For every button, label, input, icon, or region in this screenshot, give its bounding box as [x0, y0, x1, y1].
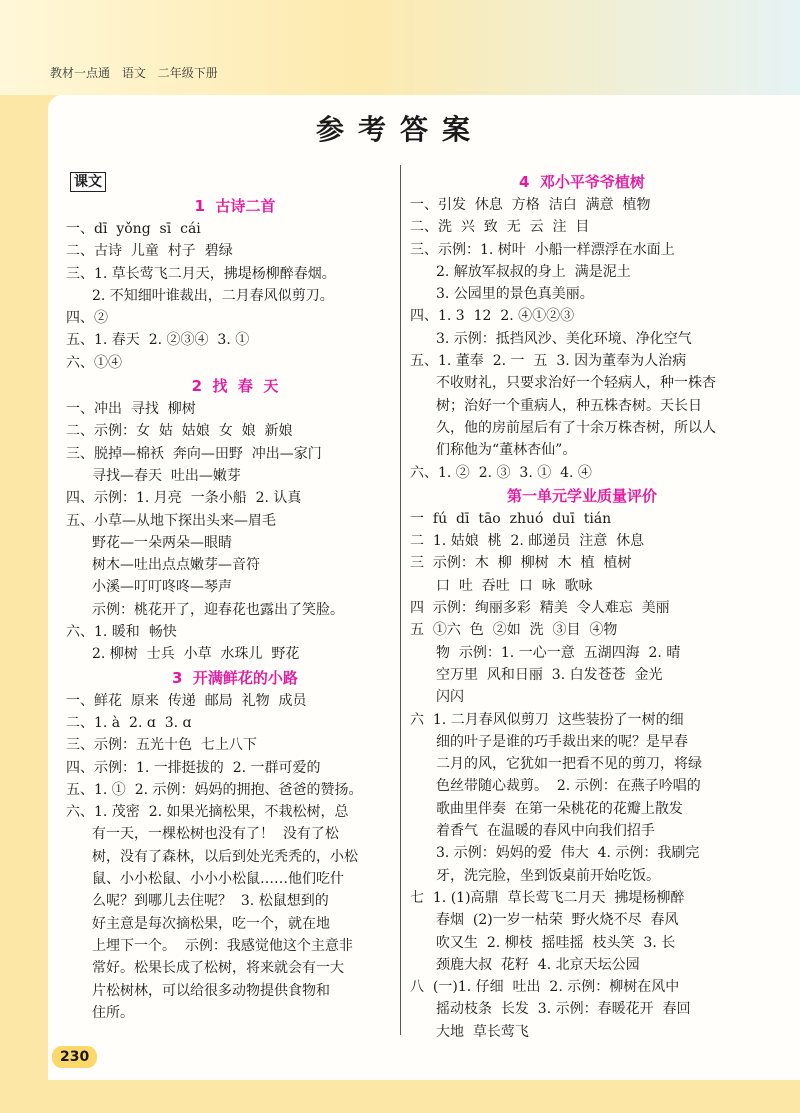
answer-line-continued: 好主意是每次摘松果，吃一个，就在地: [92, 915, 330, 932]
answer-line: 三、示例：1. 树叶 小船一样漂浮在水面上: [410, 241, 675, 258]
answer-line: 四、②: [66, 310, 108, 327]
answer-line-continued: 示例：桃花开了，迎春花也露出了笑脸。: [92, 601, 344, 618]
answer-line: 六、1. 茂密 2. 如果光摘松果，不栽松树，总: [66, 804, 349, 821]
answer-line-continued: 3. 公园里的景色真美丽。: [436, 286, 594, 303]
bottom-band: [0, 1080, 800, 1113]
answer-line: 一 fú dī tāo zhuó duī tián: [410, 510, 612, 527]
answer-line-continued: 牙，洗完脸，坐到饭桌前开始吃饭。: [436, 867, 660, 884]
answer-line-continued: 二月的风，它犹如一把看不见的剪刀，将绿: [436, 756, 702, 773]
answer-line: 五、1. ① 2. 示例：妈妈的拥抱、爸爸的赞扬。: [66, 781, 363, 798]
answer-line: 一、dī yǒng sī cái: [66, 221, 201, 237]
section-label: 课文: [70, 172, 106, 192]
answer-line: 七 1. (1)高鼎 草长莺飞二月天 拂堤杨柳醉: [410, 889, 685, 906]
answer-line: 四 示例：绚丽多彩 精美 令人难忘 美丽: [410, 600, 670, 617]
answer-line: 二、古诗 儿童 村子 碧绿: [66, 243, 233, 260]
left-answer-lines: [66, 194, 404, 1024]
answer-line-continued: 春烟 (2)一岁一枯荣 野火烧不尽 春风: [436, 912, 679, 929]
answer-line-continued: 吹又生 2. 柳枝 摇哇摇 枝头笑 3. 长: [436, 934, 676, 951]
answer-line: 二、示例：女 姑 姑娘 女 娘 新娘: [66, 423, 293, 440]
answer-line-continued: 住所。: [92, 1004, 134, 1021]
answer-line-continued: 大地 草长莺飞: [436, 1023, 529, 1040]
answer-line-continued: 口 吐 吞吐 口 咏 歌咏: [436, 577, 593, 594]
header-subject: 语文: [121, 66, 146, 80]
lesson-heading: 第一单元学业质量评价: [506, 486, 657, 505]
answer-line-continued: 颈鹿大叔 花籽 4. 北京天坛公园: [436, 956, 640, 973]
answer-line-continued: 树，没有了森林，以后到处光秃秃的，小松: [92, 848, 358, 865]
answer-line: 四、示例：1. 月亮 一条小船 2. 认真: [66, 490, 302, 507]
lesson-heading: 4 邓小平爷爷植树: [519, 173, 645, 191]
left-column: [66, 170, 404, 1024]
answer-line: 五 ①六 色 ②如 洗 ③目 ④物: [410, 622, 618, 639]
answer-line: 八 (一)1. 仔细 吐出 2. 示例：柳树在风中: [410, 979, 680, 996]
answer-line: 三、示例：五光十色 七上八下: [66, 737, 257, 754]
answer-line-continued: 空万里 风和日丽 3. 白发苍苍 金光: [436, 666, 663, 683]
answer-line-continued: 鼠、小小松鼠、小小小松鼠……他们吃什: [92, 871, 344, 888]
answer-line-continued: 2. 不知细叶谁裁出，二月春风似剪刀。: [92, 287, 334, 304]
answer-line: 六、①④: [66, 354, 122, 371]
lesson-heading: 1 古诗二首: [194, 197, 276, 215]
answer-line: 三、1. 草长莺飞二月天，拂堤杨柳醉春烟。: [66, 265, 336, 282]
answer-line: 六 1. 二月春风似剪刀 这些装扮了一树的细: [410, 711, 684, 728]
answer-line-continued: 么呢？到哪儿去住呢？ 3. 松鼠想到的: [92, 893, 329, 910]
answer-line: 一、鲜花 原来 传递 邮局 礼物 成员: [66, 692, 307, 709]
answer-line-continued: 野花—一朵两朵—眼睛: [92, 534, 232, 551]
answer-line-continued: 物 示例：1. 一心一意 五湖四海 2. 晴: [436, 644, 681, 661]
page-title: 参考答案: [315, 113, 484, 146]
answer-line: 三 示例：木 柳 柳树 木 植 植树: [410, 555, 632, 572]
answer-line-continued: 摇动枝条 长发 3. 示例：春暖花开 春回: [436, 1001, 691, 1018]
answer-line-continued: 片松树林，可以给很多动物提供食物和: [92, 982, 330, 999]
answer-line-continued: 久，他的房前屋后有了十余万株杏树，所以人: [436, 419, 716, 436]
page-number: 230: [52, 1046, 97, 1068]
page-header: [50, 64, 226, 81]
answer-line-continued: 闪闪: [436, 689, 464, 706]
answer-line-continued: 细的叶子是谁的巧手裁出来的呢？是早春: [436, 733, 688, 750]
answer-line-continued: 3. 示例：抵挡风沙、美化环境、净化空气: [436, 330, 692, 347]
answer-line-continued: 有一天，一棵松树也没有了！ 没有了松: [92, 826, 339, 843]
right-column: [410, 170, 754, 1043]
answer-line: 六、1. ② 2. ③ 3. ① 4. ④: [410, 464, 592, 481]
answer-line-continued: 不收财礼，只要求治好一个轻病人，种一株杏: [436, 375, 716, 392]
answer-line: 一、引发 休息 方格 洁白 满意 植物: [410, 197, 651, 213]
answer-line: 五、小草—从地下探出头来—眉毛: [66, 512, 276, 529]
answer-line: 五、1. 董奉 2. 一 五 3. 因为董奉为人治病: [410, 353, 687, 370]
answer-line-continued: 2. 柳树 士兵 小草 水珠儿 野花: [92, 646, 300, 663]
lesson-heading: 2 找 春 天: [191, 377, 279, 396]
header-book: 教材一点通: [50, 66, 111, 80]
answer-line-continued: 小溪—叮叮咚咚—琴声: [92, 579, 232, 596]
answer-line-continued: 歌曲里伴奏 在第一朵桃花的花瓣上散发: [436, 800, 683, 817]
answer-line-continued: 常好。松果长成了松树，将来就会有一大: [92, 960, 344, 977]
answer-line: 一、冲出 寻找 柳树: [66, 401, 196, 418]
answer-line-continued: 树；治好一个重病人，种五株杏树。天长日: [436, 397, 702, 414]
answer-line-continued: 们称他为“董林杏仙”。: [436, 442, 577, 459]
answer-line-continued: 色丝带随心裁剪。 2. 示例：在燕子吟唱的: [436, 778, 701, 795]
answer-line: 四、1. 3 12 2. ④①②③: [410, 308, 575, 325]
answer-line-continued: 2. 解放军叔叔的身上 满是泥土: [436, 263, 631, 280]
header-grade: 二年级下册: [157, 66, 218, 80]
answer-line: 二 1. 姑娘 桃 2. 邮递员 注意 休息: [410, 533, 645, 550]
answer-line: 二、1. à 2. ɑ 3. ɑ: [66, 714, 192, 731]
answer-line: 三、脱掉—棉袄 奔向—田野 冲出—家门: [66, 445, 322, 462]
answer-line: 四、示例：1. 一排挺拔的 2. 一群可爱的: [66, 759, 321, 776]
answer-line: 五、1. 春天 2. ②③④ 3. ①: [66, 332, 250, 349]
answer-line-continued: 寻找—春天 吐出—嫩芽: [92, 467, 241, 484]
answer-line-continued: 上埋下一个。 示例：我感觉他这个主意非: [92, 937, 353, 954]
lesson-heading: 3 开满鲜花的小路: [172, 668, 298, 687]
answer-line: 二、洗 兴 致 无 云 注 目: [410, 219, 590, 236]
answer-line-continued: 3. 示例：妈妈的爱 伟大 4. 示例：我刷完: [436, 845, 700, 862]
right-answer-lines: [410, 170, 754, 1043]
answer-line-continued: 着香气 在温暖的春风中向我们招手: [436, 823, 655, 840]
answer-line-continued: 树木—吐出点点嫩芽—音符: [92, 557, 260, 574]
answer-line: 六、1. 暖和 畅快: [66, 624, 177, 641]
